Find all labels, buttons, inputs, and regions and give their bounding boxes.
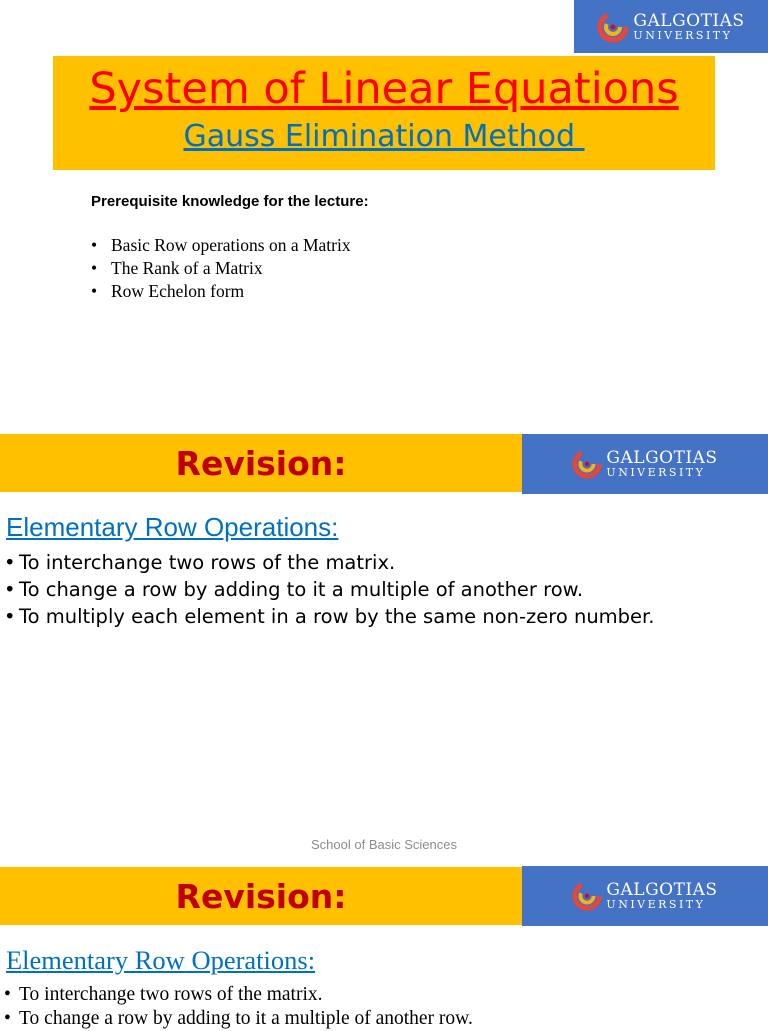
list-item: • The Rank of a Matrix [91,258,263,278]
revision-title: Revision: [175,877,347,916]
bullet-dot-icon: • [4,551,16,574]
list-item: • To interchange two rows of the matrix. [4,984,323,1005]
bullet-dot-icon: • [91,235,98,255]
bullet-dot-icon: • [4,605,16,628]
logo-subtitle: UNIVERSITY [633,28,733,42]
prereq-list [91,234,351,303]
list-item: • Basic Row operations on a Matrix [91,235,351,255]
revision-title: Revision: [175,444,347,483]
logo-subtitle: UNIVERSITY [606,898,706,911]
university-logo [522,866,768,926]
galgotias-swirl-logo-icon [572,449,602,479]
list-item: • To multiply each element in a row by the same non-zero number. [4,605,655,628]
bullet-dot-icon: • [91,258,98,278]
list-item: • To change a row by adding to it a multiple of another row. [4,578,584,601]
page-subtitle: Gauss Elimination Method [183,119,585,154]
logo-name: GALGOTIAS [606,448,718,468]
bullet-dot-icon: • [91,281,98,301]
university-logo [574,0,768,53]
bullet-dot-icon: • [4,578,16,601]
bullet-dot-icon: • [4,1008,11,1029]
list-item: • To interchange two rows of the matrix. [4,551,396,574]
revision-header-bar [0,867,522,925]
row-operations-list [4,549,654,630]
revision-header-bar [0,434,522,492]
slide-footer: School of Basic Sciences [311,837,457,852]
list-item: • To change a row by adding to it a multiple of another row. [4,1008,473,1029]
bullet-dot-icon: • [4,984,11,1005]
list-item: • Row Echelon form [91,281,245,301]
page-title: System of Linear Equations [89,64,679,114]
title-banner [53,56,715,170]
section-title: Elementary Row Operations: [6,512,339,542]
section-title: Elementary Row Operations: [6,945,316,975]
galgotias-swirl-logo-icon [597,11,629,43]
logo-name: GALGOTIAS [606,880,718,900]
prereq-heading: Prerequisite knowledge for the lecture: [91,193,369,210]
logo-subtitle: UNIVERSITY [606,466,706,479]
university-logo [522,434,768,494]
logo-name: GALGOTIAS [633,10,745,31]
galgotias-swirl-logo-icon [572,881,602,911]
